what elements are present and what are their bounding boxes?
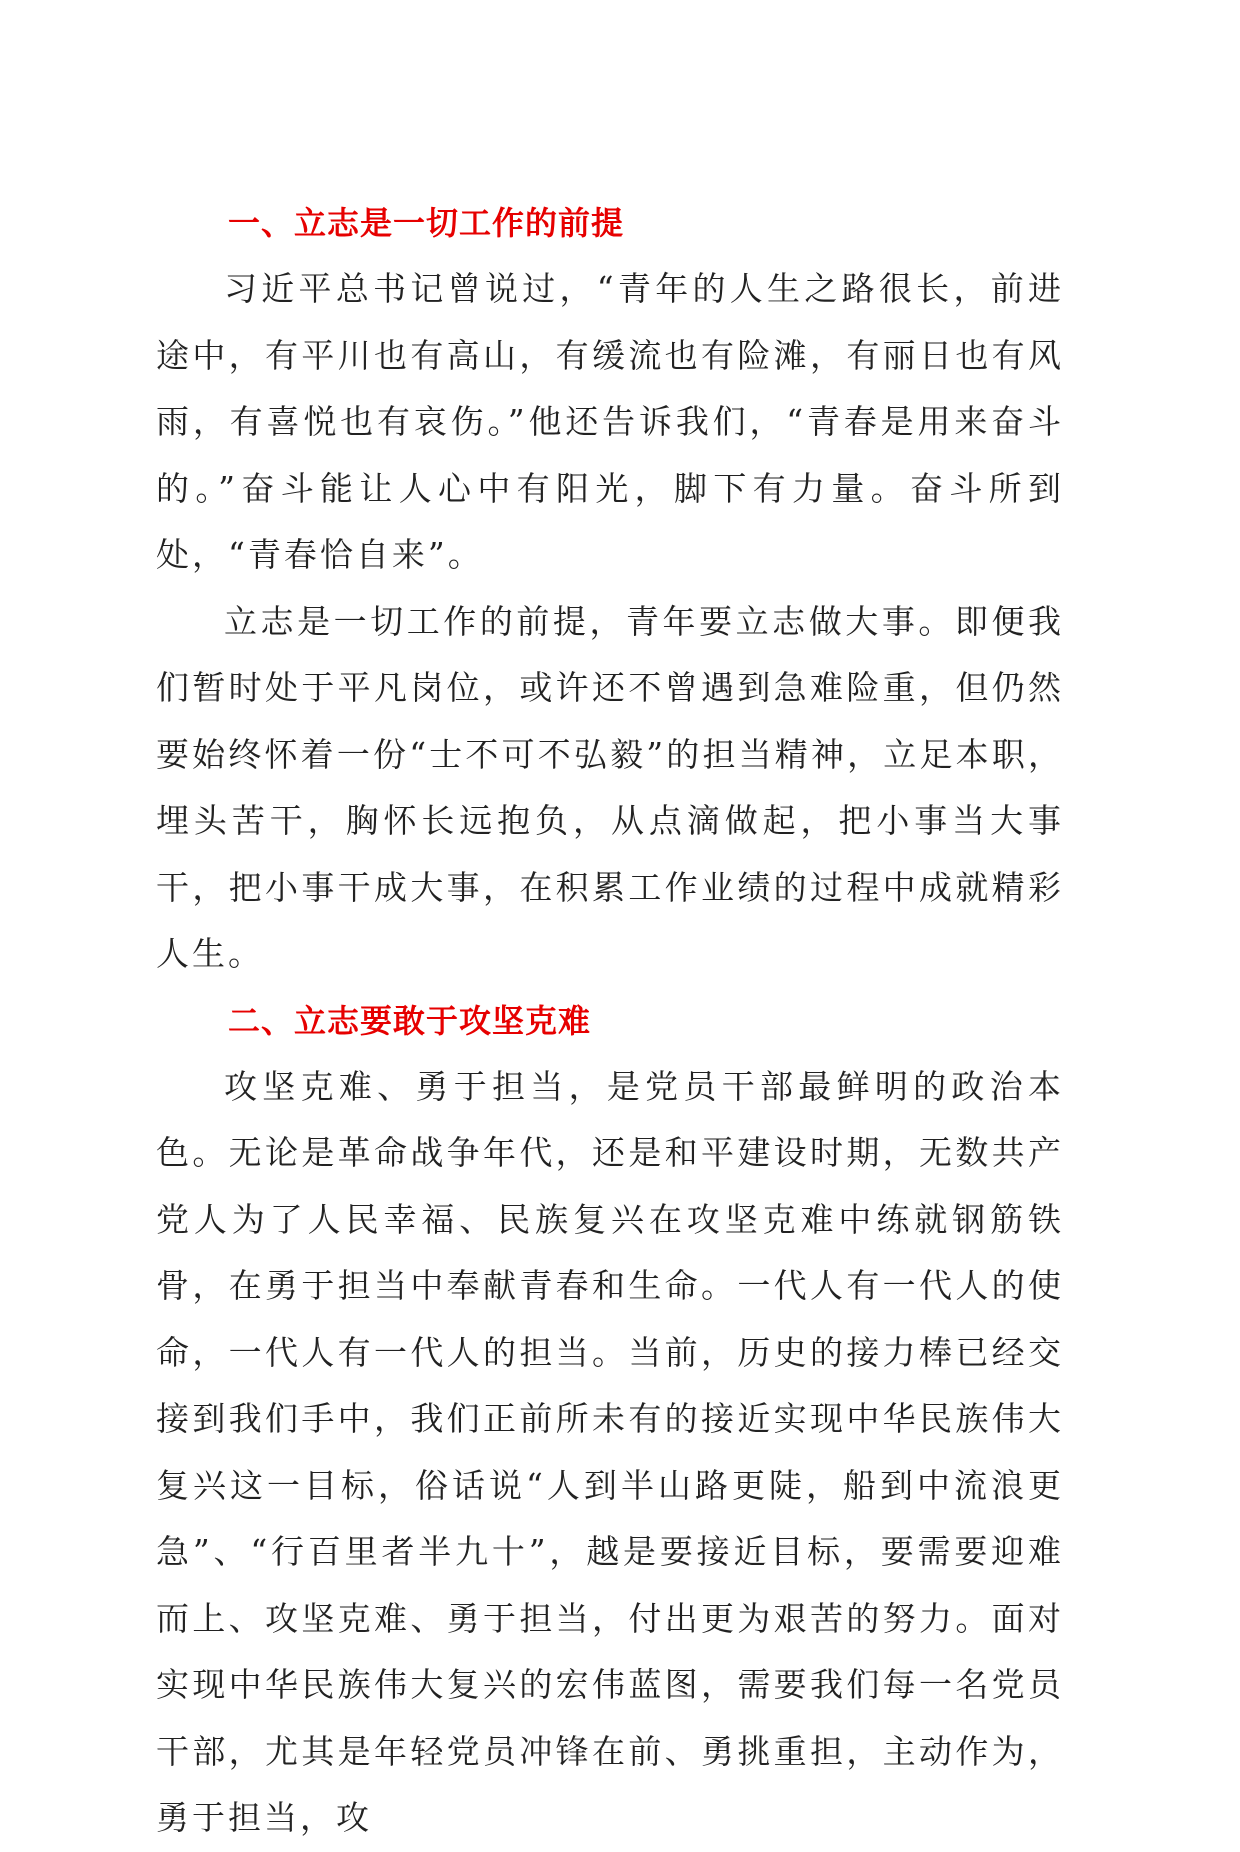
- section-2-paragraph-1: 攻坚克难、勇于担当，是党员干部最鲜明的政治本色。无论是革命战争年代，还是和平建设时期，无数共产党人为了人民幸福、民族复兴在攻坚克难中练就钢筋铁骨，在勇于担当中奉献青春和生命。一代人有一代人的使命，一代人有一代人的担当。当前，历史的接力棒已经交接到我们手中，我们正前所未有的接近实现中华民族伟大复兴这一目标，俗话说“人到半山路更陡，船到中流浪更急”、“行百里者半九十”，越是要接近目标，要需要迎难而上、攻坚克难、勇于担当，付出更为艰苦的努力。面对实现中华民族伟大复兴的宏伟蓝图，需要我们每一名党员干部，尤其是年轻党员冲锋在前、勇挑重担，主动作为，勇于担当，攻: [156, 1066, 1064, 1837]
- section-1-paragraph-1: 习近平总书记曾说过，“青年的人生之路很长，前进途中，有平川也有高山，有缓流也有险滩，有丽日也有风雨，有喜悦也有哀伤。”他还告诉我们，“青春是用来奋斗的。”奋斗能让人心中有阳光，脚下有力量。奋斗所到处，“青春恰自来”。: [156, 269, 1064, 574]
- section-1-paragraph-2: 立志是一切工作的前提，青年要立志做大事。即便我们暂时处于平凡岗位，或许还不曾遇到急难险重，但仍然要始终怀着一份“士不可不弘毅”的担当精神，立足本职，埋头苦干，胸怀长远抱负，从点滴做起，把小事当大事干，把小事干成大事，在积累工作业绩的过程中成就精彩人生。: [156, 601, 1064, 973]
- document-page: [156, 190, 1064, 1852]
- section-heading-2: 二、立志要敢于攻坚克难: [228, 1001, 592, 1040]
- section-heading-1: 一、立志是一切工作的前提: [228, 204, 625, 242]
